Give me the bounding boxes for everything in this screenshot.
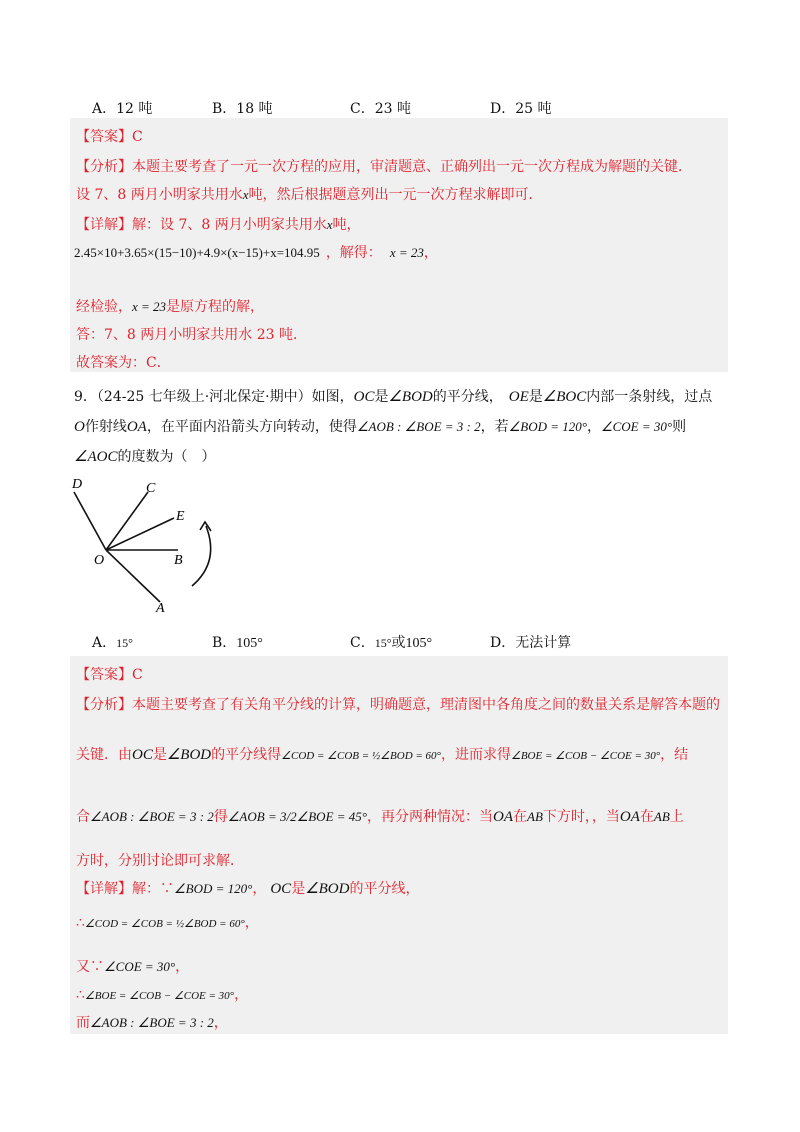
detail-9-line-4: ∴∠BOE = ∠COB − ∠COE = 30°， (76, 987, 249, 1003)
answer-label-9: 【答案】C (76, 667, 143, 683)
q9-option-c: C．15°或105° (350, 635, 433, 651)
q9-option-b: B．105° (212, 635, 263, 651)
label-e: E (176, 509, 185, 524)
ray-od (74, 492, 106, 550)
question-9-line-1: 9．（24-25 七年级上·河北保定·期中）如图，OC是∠BOD的平分线， OE是∠BOC内部一条射线，过点 (74, 389, 713, 405)
detail-9-line-5: 而∠AOB : ∠BOE = 3 : 2， (76, 1015, 228, 1031)
option-b: B．18 吨 (212, 101, 273, 117)
ray-oe (106, 518, 174, 550)
option-d: D．25 吨 (490, 101, 552, 117)
ray-oc (106, 492, 148, 550)
label-o: O (94, 553, 105, 568)
option-a: A．12 吨 (92, 101, 153, 117)
analysis-9-line-2: 关键．由OC是∠BOD的平分线得∠COD = ∠COB = ½∠BOD = 60°，进而求得∠BOE = ∠COB − ∠COE = 30°，结 (76, 747, 689, 763)
solution-box-q8 (70, 118, 728, 372)
analysis-9-line-4: 方时，分别讨论即可求解． (76, 853, 244, 869)
label-a: A (156, 601, 165, 616)
question-9-line-3: ∠AOC的度数为（ ） (74, 449, 216, 465)
angle-figure (60, 470, 240, 620)
final-answer: 答：7、8 两月小明家共用水 23 吨． (76, 327, 307, 343)
detail-9-line-2: ∴∠COD = ∠COB = ½∠BOD = 60°， (76, 915, 259, 931)
solution-box-q9 (70, 656, 728, 1034)
label-c: C (146, 481, 156, 496)
ray-oa (106, 550, 160, 602)
answer-label: 【答案】C (76, 129, 143, 145)
label-b: B (174, 553, 183, 568)
detail-9-line-1: 【详解】解：∵∠BOD = 120°， OC是∠BOD的平分线， (76, 881, 420, 897)
rotation-arc (192, 526, 211, 586)
question-9-line-2: O作射线OA，在平面内沿箭头方向转动，使得∠AOB : ∠BOE = 3 : 2，若∠BOD = 120°，∠COE = 30°则 (74, 419, 687, 435)
analysis-text-2: 设 7、8 两月小明家共用水x吨，然后根据题意列出一元一次方程求解即可． (76, 187, 543, 203)
check-line: 经检验，x = 23是原方程的解， (76, 299, 265, 315)
conclusion: 故答案为：C． (76, 355, 171, 371)
option-c: C．23 吨 (350, 101, 411, 117)
analysis-text: 【分析】本题主要考查了一元一次方程的应用，审清题意、正确列出一元一次方程成为解题的关键． (76, 159, 692, 175)
analysis-9-line-3: 合∠AOB : ∠BOE = 3 : 2得∠AOB = 3/2∠BOE = 45°，再分两种情况：当OA在AB下方时，，当OA在AB上 (76, 809, 684, 825)
q9-option-d: D．无法计算 (490, 635, 572, 651)
label-d: D (72, 477, 83, 492)
analysis-9-line-1: 【分析】本题主要考查了有关角平分线的计算，明确题意，理清图中各角度之间的数量关系是解答本题的 (76, 697, 720, 713)
detail-text: 【详解】解：设 7、8 两月小明家共用水x吨， (76, 217, 361, 233)
equation-line: 2.45×10+3.65×(15−10)+4.9×(x−15)+x=104.95 ，解得： x = 23， (74, 245, 438, 261)
q9-option-a: A．15° (92, 635, 133, 651)
detail-9-line-3: 又∵∠COE = 30°， (76, 959, 190, 975)
